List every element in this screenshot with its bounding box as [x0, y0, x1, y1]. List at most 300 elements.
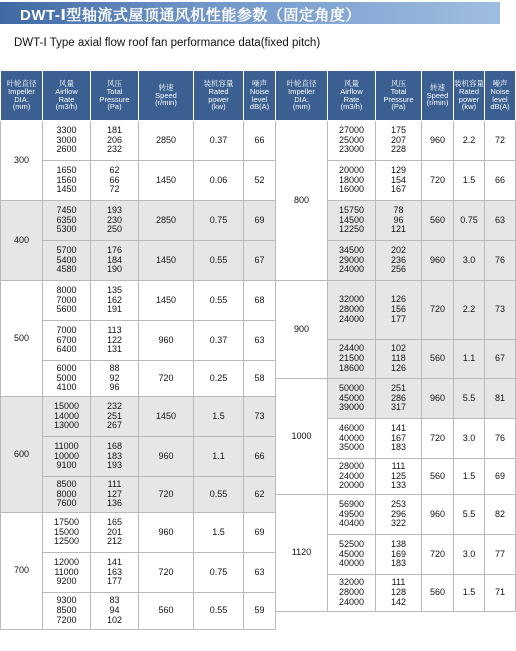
impeller-dia-cell: 500 — [1, 281, 43, 397]
power-cell: 0.75 — [194, 201, 244, 241]
cell-value: 92 — [109, 372, 120, 383]
header-noise — [244, 71, 276, 121]
cell-value: 317 — [390, 402, 407, 413]
pressure-cell — [376, 161, 422, 201]
cell-value: 4580 — [56, 264, 77, 275]
speed-cell: 560 — [422, 201, 454, 241]
airflow-cell — [43, 437, 91, 477]
cell-value: 183 — [390, 558, 407, 569]
cell-value: 8500 — [56, 478, 77, 489]
cell-value: 11000 — [54, 440, 79, 451]
cell-value: 9200 — [56, 576, 77, 587]
power-cell: 5.5 — [454, 379, 485, 419]
page-subtitle: DWT-Ⅰ Type axial flow roof fan performance data(fixed pitch) — [14, 37, 321, 49]
airflow-cell — [43, 361, 91, 397]
airflow-cell — [43, 241, 91, 281]
pressure-cell — [91, 321, 139, 361]
cell-value: 251 — [390, 382, 407, 393]
speed-cell: 960 — [422, 495, 454, 535]
cell-value: 21500 — [338, 353, 365, 364]
cell-value: 177 — [106, 576, 123, 587]
cell-value: 78 — [393, 204, 404, 215]
cell-value: 126 — [390, 362, 407, 373]
cell-value: 111 — [391, 460, 406, 471]
airflow-cell — [43, 593, 91, 630]
cell-value: 296 — [390, 508, 407, 519]
cell-value: 14500 — [338, 214, 365, 225]
speed-cell: 2850 — [139, 121, 194, 161]
power-cell: 0.75 — [454, 201, 485, 241]
cell-value: 28000 — [338, 460, 365, 471]
power-cell: 1.1 — [454, 340, 485, 379]
table-row — [1, 241, 516, 281]
cell-value: 12500 — [53, 536, 80, 547]
cell-value: 167 — [390, 184, 407, 195]
pressure-cell — [91, 161, 139, 201]
cell-value: 142 — [390, 596, 407, 607]
cell-value: 24400 — [338, 343, 365, 354]
cell-value: 169 — [390, 548, 407, 559]
header-text: (kw) — [211, 102, 226, 112]
header-text: (r/min) — [155, 98, 177, 108]
airflow-cell — [328, 575, 376, 612]
speed-cell: 560 — [422, 340, 454, 379]
cell-value: 50000 — [338, 382, 365, 393]
cell-value: 6000 — [56, 362, 77, 373]
cell-value: 1450 — [56, 184, 77, 195]
noise-cell: 66 — [485, 161, 516, 201]
cell-value: 3000 — [56, 134, 77, 145]
cell-value: 190 — [106, 264, 123, 275]
speed-cell: 1450 — [139, 281, 194, 321]
cell-value: 5300 — [56, 224, 77, 235]
cell-value: 250 — [106, 224, 123, 235]
header-text: Airflow — [55, 86, 78, 96]
speed-cell: 960 — [422, 379, 454, 419]
cell-value: 162 — [106, 294, 123, 305]
cell-value: 8000 — [56, 284, 77, 295]
noise-cell: 68 — [244, 281, 276, 321]
header-text: (Pa) — [391, 102, 406, 112]
cell-value: 177 — [390, 313, 407, 324]
header-text: level — [251, 94, 268, 104]
header-text: 风量 — [344, 78, 359, 88]
speed-cell: 720 — [422, 535, 454, 575]
cell-value: 135 — [106, 284, 123, 295]
header-airflow-right — [328, 71, 376, 121]
header-pressure — [91, 71, 139, 121]
speed-cell: 720 — [422, 161, 454, 201]
header-text: 转速 — [430, 82, 445, 92]
speed-cell: 560 — [422, 575, 454, 612]
cell-value: 202 — [390, 244, 407, 255]
cell-value: 133 — [390, 480, 407, 491]
table-row — [1, 121, 516, 161]
noise-cell: 82 — [485, 495, 516, 535]
header-text: level — [492, 94, 508, 104]
airflow-cell — [328, 495, 376, 535]
cell-value: 34500 — [338, 244, 365, 255]
pressure-cell — [91, 201, 139, 241]
cell-value: 212 — [106, 536, 123, 547]
cell-value: 141 — [106, 556, 123, 567]
noise-cell: 77 — [485, 535, 516, 575]
header-power — [194, 71, 244, 121]
header-text: 叶轮直径 — [6, 78, 37, 88]
cell-value: 111 — [391, 577, 406, 588]
noise-cell: 62 — [244, 477, 276, 513]
impeller-dia-cell: 1000 — [276, 379, 328, 495]
cell-value: 25000 — [338, 134, 365, 145]
cell-value: 5000 — [56, 372, 77, 383]
pressure-cell — [91, 397, 139, 437]
noise-cell: 81 — [485, 379, 516, 419]
pressure-cell — [376, 459, 422, 495]
header-text: Rate — [58, 94, 75, 104]
cell-value: 29000 — [338, 254, 365, 265]
pressure-cell — [376, 121, 422, 161]
cell-value: 183 — [106, 450, 123, 461]
cell-value: 183 — [390, 442, 407, 453]
cell-value: 1650 — [56, 164, 77, 175]
airflow-cell — [328, 241, 376, 281]
impeller-dia-cell: 1120 — [276, 495, 328, 612]
power-cell: 3.0 — [454, 241, 485, 281]
cell-value: 15000 — [53, 526, 80, 537]
cell-value: 228 — [390, 144, 407, 155]
cell-value: 24000 — [338, 596, 365, 607]
noise-cell: 63 — [485, 201, 516, 241]
cell-value: 121 — [390, 224, 407, 235]
cell-value: 232 — [106, 400, 123, 411]
cell-value: 17500 — [53, 516, 80, 527]
header-text: power — [458, 94, 480, 104]
cell-value: 40000 — [338, 432, 365, 443]
header-speed — [139, 71, 194, 121]
airflow-cell — [328, 201, 376, 241]
speed-cell: 720 — [139, 477, 194, 513]
airflow-cell — [43, 397, 91, 437]
header-text: (Pa) — [107, 102, 122, 112]
cell-value: 28000 — [338, 304, 365, 315]
speed-cell: 720 — [422, 281, 454, 340]
header-text: DIA. — [14, 94, 29, 104]
pressure-cell — [376, 201, 422, 241]
header-text: Speed — [426, 90, 449, 100]
noise-cell: 69 — [485, 459, 516, 495]
cell-value: 253 — [390, 498, 407, 509]
cell-value: 131 — [106, 344, 123, 355]
cell-value: 20000 — [338, 164, 365, 175]
noise-cell: 71 — [485, 575, 516, 612]
header-text: 风量 — [59, 78, 74, 88]
header-text: 噪声 — [492, 78, 508, 88]
speed-cell: 960 — [139, 513, 194, 553]
airflow-cell — [328, 379, 376, 419]
cell-value: 322 — [390, 518, 407, 529]
cell-value: 163 — [106, 566, 123, 577]
cell-value: 32000 — [338, 294, 365, 305]
noise-cell: 73 — [485, 281, 516, 340]
speed-cell: 720 — [139, 361, 194, 397]
power-cell: 3.0 — [454, 419, 485, 459]
cell-value: 156 — [390, 304, 407, 315]
header-text: Noise — [249, 86, 270, 96]
speed-cell: 560 — [139, 593, 194, 630]
cell-value: 40000 — [338, 558, 365, 569]
speed-cell: 960 — [139, 437, 194, 477]
table-row — [1, 161, 516, 201]
cell-value: 11000 — [54, 566, 79, 577]
cell-value: 167 — [390, 432, 407, 443]
cell-value: 113 — [107, 324, 122, 335]
cell-value: 154 — [390, 174, 407, 185]
pressure-cell — [91, 281, 139, 321]
table-row — [1, 281, 516, 321]
cell-value: 32000 — [338, 577, 365, 588]
header-text: Noise — [490, 86, 510, 96]
cell-value: 62 — [109, 164, 120, 175]
cell-value: 5400 — [56, 254, 77, 265]
cell-value: 24000 — [338, 313, 365, 324]
cell-value: 40400 — [338, 518, 365, 529]
header-text: dB(A) — [490, 102, 510, 112]
airflow-cell — [43, 477, 91, 513]
cell-value: 23000 — [338, 144, 365, 155]
speed-cell: 960 — [422, 241, 454, 281]
power-cell: 0.55 — [194, 477, 244, 513]
cell-value: 207 — [390, 134, 407, 145]
cell-value: 28000 — [338, 587, 365, 598]
pressure-cell — [91, 241, 139, 281]
speed-cell: 560 — [422, 459, 454, 495]
cell-value: 14000 — [53, 410, 80, 421]
header-text: (mm) — [12, 102, 31, 112]
cell-value: 94 — [109, 605, 120, 616]
impeller-dia-cell: 900 — [276, 281, 328, 379]
speed-cell: 720 — [139, 553, 194, 593]
power-cell: 1.1 — [194, 437, 244, 477]
cell-value: 15000 — [53, 400, 80, 411]
cell-value: 267 — [106, 420, 123, 431]
cell-value: 12250 — [338, 224, 365, 235]
cell-value: 27000 — [338, 124, 365, 135]
power-cell: 1.5 — [194, 513, 244, 553]
cell-value: 8500 — [56, 605, 77, 616]
cell-value: 13000 — [53, 420, 80, 431]
cell-value: 193 — [106, 204, 123, 215]
header-text: Rated — [458, 86, 479, 96]
cell-value: 3300 — [56, 124, 77, 135]
page-title: DWT-Ⅰ型轴流式屋顶通风机性能参数（固定角度） — [20, 7, 361, 24]
noise-cell: 59 — [244, 593, 276, 630]
header-text: DIA. — [294, 94, 309, 104]
cell-value: 7600 — [56, 498, 77, 509]
pressure-cell — [91, 477, 139, 513]
airflow-cell — [43, 161, 91, 201]
header-text: 风压 — [391, 78, 406, 88]
cell-value: 49500 — [338, 508, 365, 519]
noise-cell: 72 — [485, 121, 516, 161]
cell-value: 6350 — [56, 214, 77, 225]
cell-value: 7200 — [56, 614, 77, 625]
header-text: Rate — [343, 94, 360, 104]
cell-value: 168 — [106, 440, 123, 451]
title-banner — [0, 2, 500, 26]
cell-value: 15750 — [338, 204, 365, 215]
cell-value: 12000 — [53, 556, 80, 567]
cell-value: 10000 — [53, 450, 80, 461]
impeller-dia-cell: 400 — [1, 201, 43, 281]
header-text: 风压 — [107, 78, 122, 88]
cell-value: 118 — [391, 353, 406, 364]
table-row — [1, 201, 516, 241]
airflow-cell — [328, 459, 376, 495]
power-cell: 5.5 — [454, 495, 485, 535]
noise-cell: 69 — [244, 201, 276, 241]
pressure-cell — [376, 575, 422, 612]
noise-cell: 66 — [244, 121, 276, 161]
header-text: Impeller — [288, 86, 315, 96]
cell-value: 96 — [109, 382, 120, 393]
cell-value: 24000 — [338, 470, 365, 481]
airflow-cell — [43, 121, 91, 161]
cell-value: 129 — [390, 164, 407, 175]
cell-value: 184 — [106, 254, 123, 265]
cell-value: 181 — [106, 124, 123, 135]
header-speed-right — [422, 71, 454, 121]
power-cell: 1.5 — [454, 161, 485, 201]
header-text: Airflow — [340, 86, 363, 96]
cell-value: 18600 — [338, 362, 365, 373]
header-text: Total — [106, 86, 123, 96]
header-text: Impeller — [8, 86, 35, 96]
power-cell: 2.2 — [454, 281, 485, 340]
cell-value: 9100 — [56, 460, 77, 471]
header-dia-right — [276, 71, 328, 121]
impeller-dia-cell: 800 — [276, 121, 328, 281]
performance-table — [0, 70, 516, 630]
impeller-dia-cell: 700 — [1, 513, 43, 630]
cell-value: 45000 — [338, 392, 365, 403]
speed-cell: 1450 — [139, 241, 194, 281]
speed-cell: 960 — [422, 121, 454, 161]
noise-cell: 63 — [244, 321, 276, 361]
cell-value: 122 — [106, 334, 123, 345]
cell-value: 128 — [390, 587, 407, 598]
table-body — [1, 121, 516, 630]
cell-value: 201 — [106, 526, 123, 537]
cell-value: 1560 — [56, 174, 77, 185]
power-cell: 0.55 — [194, 593, 244, 630]
power-cell: 1.5 — [454, 575, 485, 612]
pressure-cell — [91, 361, 139, 397]
cell-value: 39000 — [338, 402, 365, 413]
cell-value: 251 — [106, 410, 123, 421]
header-text: (m3/h) — [55, 102, 78, 112]
header-text: dB(A) — [249, 102, 270, 112]
noise-cell: 76 — [485, 419, 516, 459]
header-text: (mm) — [292, 102, 311, 112]
power-cell: 0.06 — [194, 161, 244, 201]
cell-value: 66 — [109, 174, 120, 185]
pressure-cell — [91, 513, 139, 553]
noise-cell: 63 — [244, 553, 276, 593]
cell-value: 256 — [390, 264, 407, 275]
power-cell: 3.0 — [454, 535, 485, 575]
airflow-cell — [328, 535, 376, 575]
noise-cell: 69 — [244, 513, 276, 553]
cell-value: 52500 — [338, 538, 365, 549]
header-text: Total — [390, 86, 407, 96]
header-text: 叶轮直径 — [286, 78, 317, 88]
impeller-dia-cell: 600 — [1, 397, 43, 513]
header-airflow — [43, 71, 91, 121]
airflow-cell — [43, 281, 91, 321]
cell-value: 72 — [109, 184, 120, 195]
pressure-cell — [91, 553, 139, 593]
noise-cell: 66 — [244, 437, 276, 477]
noise-cell: 52 — [244, 161, 276, 201]
header-text: Pressure — [99, 94, 130, 104]
header-text: Speed — [155, 90, 177, 100]
airflow-cell — [43, 513, 91, 553]
pressure-cell — [376, 419, 422, 459]
cell-value: 138 — [390, 538, 407, 549]
airflow-cell — [328, 419, 376, 459]
cell-value: 191 — [106, 304, 123, 315]
cell-value: 8000 — [56, 488, 77, 499]
noise-cell: 73 — [244, 397, 276, 437]
airflow-cell — [43, 201, 91, 241]
airflow-cell — [43, 553, 91, 593]
header-text: power — [208, 94, 229, 104]
power-cell: 0.37 — [194, 121, 244, 161]
cell-value: 5700 — [56, 244, 77, 255]
header-text: Pressure — [383, 94, 414, 104]
noise-cell: 58 — [244, 361, 276, 397]
cell-value: 102 — [390, 343, 407, 354]
header-row — [1, 71, 516, 121]
cell-value: 2600 — [56, 144, 77, 155]
cell-value: 46000 — [338, 422, 365, 433]
speed-cell: 960 — [139, 321, 194, 361]
cell-value: 9300 — [56, 595, 77, 606]
airflow-cell — [43, 321, 91, 361]
cell-value: 141 — [390, 422, 407, 433]
cell-value: 4100 — [56, 382, 77, 393]
power-cell: 0.55 — [194, 241, 244, 281]
cell-value: 102 — [106, 614, 123, 625]
power-cell: 1.5 — [194, 397, 244, 437]
header-text: (kw) — [461, 102, 477, 112]
header-dia — [1, 71, 43, 121]
cell-value: 18000 — [338, 174, 365, 185]
pressure-cell — [91, 437, 139, 477]
cell-value: 88 — [109, 362, 120, 373]
cell-value: 20000 — [338, 480, 365, 491]
cell-value: 193 — [106, 460, 123, 471]
pressure-cell — [91, 593, 139, 630]
cell-value: 83 — [109, 595, 120, 606]
cell-value: 127 — [106, 488, 123, 499]
cell-value: 175 — [390, 124, 407, 135]
airflow-cell — [328, 340, 376, 379]
cell-value: 165 — [106, 516, 123, 527]
pressure-cell — [376, 241, 422, 281]
noise-cell: 76 — [485, 241, 516, 281]
cell-value: 176 — [106, 244, 123, 255]
